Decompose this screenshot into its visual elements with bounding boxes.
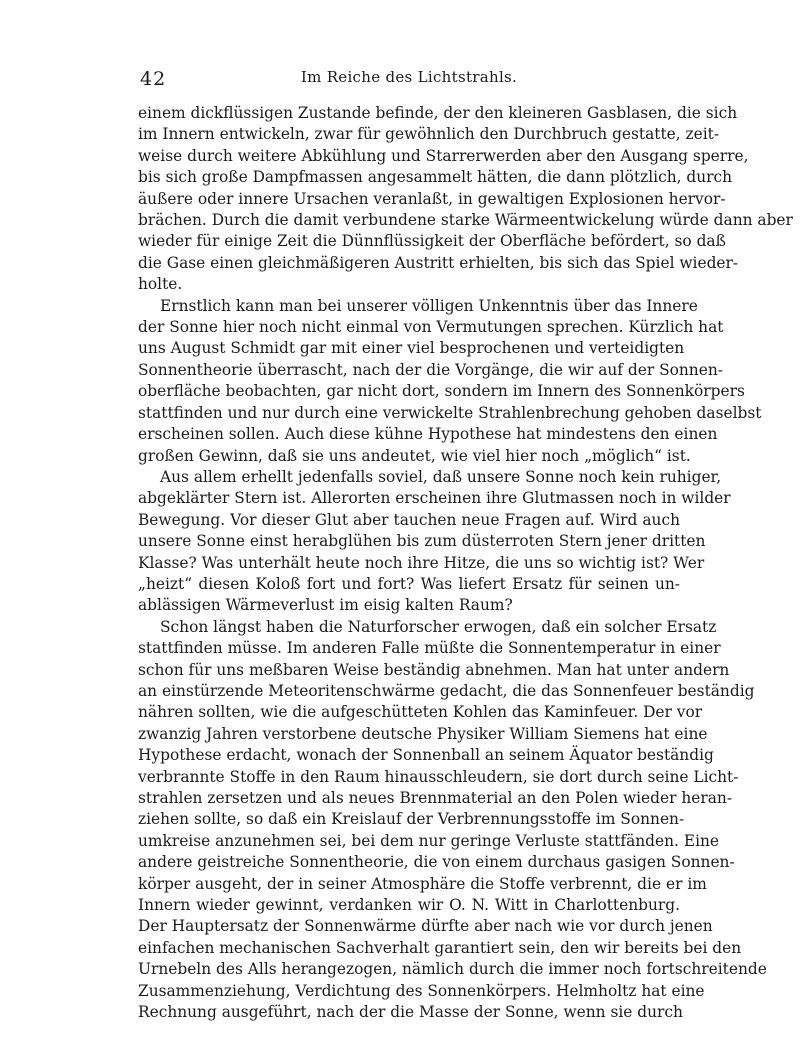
text-line: Sonnentheorie überrascht, nach der die Vorgänge, die wir auf der Sonnen- [138, 360, 723, 379]
text-line: Zusammenziehung, Verdichtung des Sonnenkörpers. Helmholtz hat eine [138, 981, 705, 1000]
text-line: Aus allem erhellt jedenfalls soviel, daß unsere Sonne noch kein ruhiger, [160, 467, 722, 486]
text-line: holte. [138, 275, 183, 294]
text-line: erscheinen sollen. Auch diese kühne Hypothese hat mindestens den einen [138, 425, 718, 444]
text-line: großen Gewinn, daß sie uns andeutet, wie viel hier noch „möglich“ ist. [138, 446, 691, 465]
text-line: Innern wieder gewinnt, verdanken wir O. N. Witt in Charlottenburg. [138, 896, 680, 915]
text-line: stattfinden müsse. Im anderen Falle müßte die Sonnentemperatur in einer [138, 639, 721, 658]
text-line: umkreise anzunehmen sei, bei dem nur geringe Verluste stattfänden. Eine [138, 831, 720, 850]
text-line: brächen. Durch die damit verbundene starke Wärmeentwickelung würde dann aber [138, 211, 793, 230]
text-line: abgeklärter Stern ist. Allerorten erscheinen ihre Glutmassen noch in wilder [138, 489, 731, 508]
text-line: schon für uns meßbaren Weise beständig abnehmen. Man hat unter andern [138, 660, 730, 679]
text-line: stattfinden und nur durch eine verwickelte Strahlenbrechung gehoben daselbst [138, 403, 762, 422]
page-number: 42 [140, 68, 167, 90]
text-line: verbrannte Stoffe in den Raum hinausschleudern, sie dort durch seine Licht- [138, 767, 739, 786]
text-line: die Gase einen gleichmäßigeren Austritt erhielten, bis sich das Spiel wieder- [138, 253, 739, 272]
text-line: wieder für einige Zeit die Dünnflüssigkeit der Oberfläche befördert, so daß [138, 232, 726, 251]
text-line: einem dickflüssigen Zustande befinde, der den kleineren Gasblasen, die sich [138, 104, 738, 122]
text-line: Klasse? Was unterhält heute noch ihre Hitze, die uns so wichtig ist? Wer [138, 553, 705, 572]
text-line: Hypothese erdacht, wonach der Sonnenball an seinem Äquator beständig [138, 746, 714, 765]
text-line: strahlen zersetzen und als neues Brennmaterial an den Polen wieder heran- [138, 789, 733, 807]
text-line: ziehen sollte, so daß ein Kreislauf der Verbrennungsstoffe im Sonnen- [138, 810, 685, 829]
body-text [138, 103, 793, 1023]
text-line: körper ausgeht, der in seiner Atmosphäre die Stoffe verbrennt, die er im [138, 874, 707, 893]
running-title: Im Reiche des Lichtstrahls. [300, 68, 518, 86]
text-line: andere geistreiche Sonnentheorie, die von einem durchaus gasigen Sonnen- [138, 853, 735, 872]
text-line: unsere Sonne einst herabglühen bis zum düsterroten Stern jener dritten [138, 532, 706, 551]
text-line: im Innern entwickeln, zwar für gewöhnlich den Durchbruch gestatte, zeit- [138, 125, 720, 144]
page-header [140, 66, 678, 94]
text-line: bis sich große Dampfmassen angesammelt hätten, die dann plötzlich, durch [138, 168, 733, 187]
text-line: „heizt“ diesen Koloß fort und fort? Was liefert Ersatz für seinen un- [138, 574, 680, 593]
text-line: nähren sollten, wie die aufgeschütteten Kohlen das Kaminfeuer. Der vor [138, 703, 703, 722]
text-line: Schon längst haben die Naturforscher erwogen, daß ein solcher Ersatz [160, 617, 717, 636]
text-line: Ernstlich kann man bei unserer völligen Unkenntnis über das Innere [160, 296, 698, 315]
text-line: weise durch weitere Abkühlung und Starrerwerden aber den Ausgang sperre, [138, 146, 749, 165]
text-line: uns August Schmidt gar mit einer viel besprochenen und verteidigten [138, 339, 685, 358]
text-line: an einstürzende Meteoritenschwärme gedacht, die das Sonnenfeuer beständig [138, 681, 755, 700]
text-line: zwanzig Jahren verstorbene deutsche Physiker William Siemens hat eine [138, 724, 708, 743]
text-line: Rechnung ausgeführt, nach der die Masse der Sonne, wenn sie durch [138, 1003, 683, 1022]
text-line: Der Hauptersatz der Sonnenwärme dürfte aber nach wie vor durch jenen [138, 917, 713, 936]
text-line: Bewegung. Vor dieser Glut aber tauchen neue Fragen auf. Wird auch [138, 510, 680, 529]
text-line: oberfläche beobachten, gar nicht dort, sondern im Innern des Sonnenkörpers [138, 382, 745, 401]
text-line: der Sonne hier noch nicht einmal von Vermutungen sprechen. Kürzlich hat [138, 318, 724, 337]
text-line: einfachen mechanischen Sachverhalt garantiert sein, den wir bereits bei den [138, 938, 742, 957]
text-line: ablässigen Wärmeverlust im eisig kalten Raum? [138, 596, 513, 615]
text-line: Urnebeln des Alls herangezogen, nämlich durch die immer noch fortschreitende [138, 960, 767, 979]
text-line: äußere oder innere Ursachen veranlaßt, in gewaltigen Explosionen hervor- [138, 189, 726, 208]
